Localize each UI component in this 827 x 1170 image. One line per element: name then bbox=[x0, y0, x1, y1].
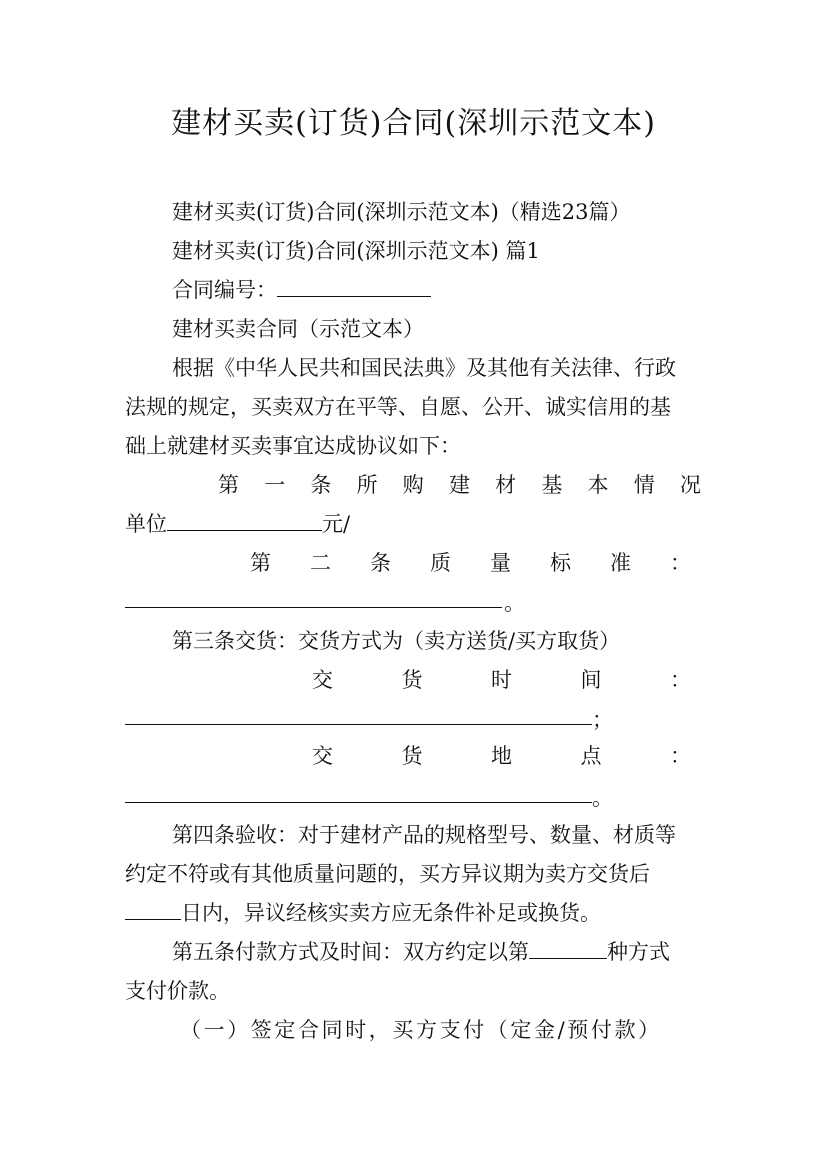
document-title: 建材买卖(订货)合同(深圳示范文本) bbox=[171, 106, 656, 141]
delivery-place-char: 货 bbox=[401, 744, 423, 768]
preamble-line-3: 础上就建材买卖事宜达成协议如下： bbox=[125, 434, 461, 458]
delivery-time-label bbox=[312, 665, 691, 695]
article2-char: 准 bbox=[610, 551, 631, 575]
article1-char: 购 bbox=[402, 473, 424, 497]
delivery-time-char: ： bbox=[670, 668, 691, 692]
article5-text-b: 种方式 bbox=[607, 940, 670, 964]
preamble-line-2: 法规的规定，买卖双方在平等、自愿、公开、诚实信用的基 bbox=[125, 395, 671, 419]
article1-char: 一 bbox=[264, 473, 286, 497]
article2-char: ： bbox=[670, 551, 691, 575]
intro-line: 建材买卖(订货)合同(深圳示范文本)（精选23篇） bbox=[172, 200, 631, 224]
article5-line-1 bbox=[172, 937, 670, 967]
article5-item-1: （一）签定合同时，买方支付（定金/预付款） bbox=[180, 1018, 662, 1042]
delivery-time-end: ； bbox=[592, 708, 613, 732]
article2-char: 二 bbox=[310, 551, 331, 575]
article1-char: 况 bbox=[679, 473, 701, 497]
article4-line-3-text: 日内，异议经核实卖方应无条件补足或换货。 bbox=[181, 901, 601, 925]
article5-text-a: 第五条付款方式及时间：双方约定以第 bbox=[172, 940, 529, 964]
delivery-place-end: 。 bbox=[592, 786, 613, 810]
article4-line-2: 约定不符或有其他质量问题的，买方异议期为卖方交货后 bbox=[125, 862, 650, 886]
objection-days-blank bbox=[125, 899, 181, 920]
delivery-time-char: 交 bbox=[312, 668, 333, 692]
article2-heading bbox=[250, 548, 691, 578]
article1-char: 情 bbox=[633, 473, 655, 497]
delivery-time-char: 时 bbox=[491, 668, 512, 692]
delivery-place-label bbox=[312, 741, 691, 771]
delivery-time-blank bbox=[125, 723, 592, 725]
piece-heading: 建材买卖(订货)合同(深圳示范文本) 篇1 bbox=[172, 239, 540, 263]
unit-price-blank bbox=[167, 510, 322, 531]
delivery-place-char: 点 bbox=[580, 744, 602, 768]
delivery-time-char: 间 bbox=[580, 668, 602, 692]
article1-char: 建 bbox=[448, 473, 470, 497]
delivery-place-char: ： bbox=[670, 744, 691, 768]
article2-char: 量 bbox=[490, 551, 511, 575]
contract-number-row bbox=[172, 275, 431, 305]
delivery-place-char: 交 bbox=[312, 744, 333, 768]
article2-end: 。 bbox=[504, 591, 525, 615]
delivery-place-blank bbox=[125, 801, 592, 803]
article5-line-2: 支付价款。 bbox=[125, 979, 230, 1003]
article1-char: 本 bbox=[587, 473, 609, 497]
article2-char: 第 bbox=[250, 551, 271, 575]
payment-method-blank bbox=[529, 938, 607, 959]
article2-char: 条 bbox=[370, 551, 391, 575]
article4-line-3 bbox=[125, 898, 601, 928]
contract-number-label: 合同编号： bbox=[172, 278, 277, 302]
preamble-line-1: 根据《中华人民共和国民法典》及其他有关法律、行政 bbox=[172, 356, 676, 380]
article1-unit-row bbox=[125, 509, 350, 539]
delivery-time-char: 货 bbox=[401, 668, 423, 692]
article4-line-1: 第四条验收：对于建材产品的规格型号、数量、材质等 bbox=[172, 823, 676, 847]
article1-char: 材 bbox=[495, 473, 517, 497]
quality-standard-blank bbox=[125, 606, 502, 608]
article1-heading bbox=[218, 470, 701, 500]
article1-char: 第 bbox=[218, 473, 239, 497]
unit-suffix: 元/ bbox=[322, 512, 351, 536]
article3-heading: 第三条交货：交货方式为（卖方送货/买方取货） bbox=[172, 629, 621, 653]
article2-char: 质 bbox=[430, 551, 451, 575]
unit-label: 单位 bbox=[125, 512, 167, 536]
contract-number-blank bbox=[277, 276, 431, 297]
contract-subtitle: 建材买卖合同（示范文本） bbox=[172, 317, 424, 341]
article1-char: 条 bbox=[310, 473, 332, 497]
article1-char: 所 bbox=[356, 473, 378, 497]
article1-char: 基 bbox=[541, 473, 563, 497]
delivery-place-char: 地 bbox=[491, 744, 512, 768]
article2-char: 标 bbox=[550, 551, 571, 575]
